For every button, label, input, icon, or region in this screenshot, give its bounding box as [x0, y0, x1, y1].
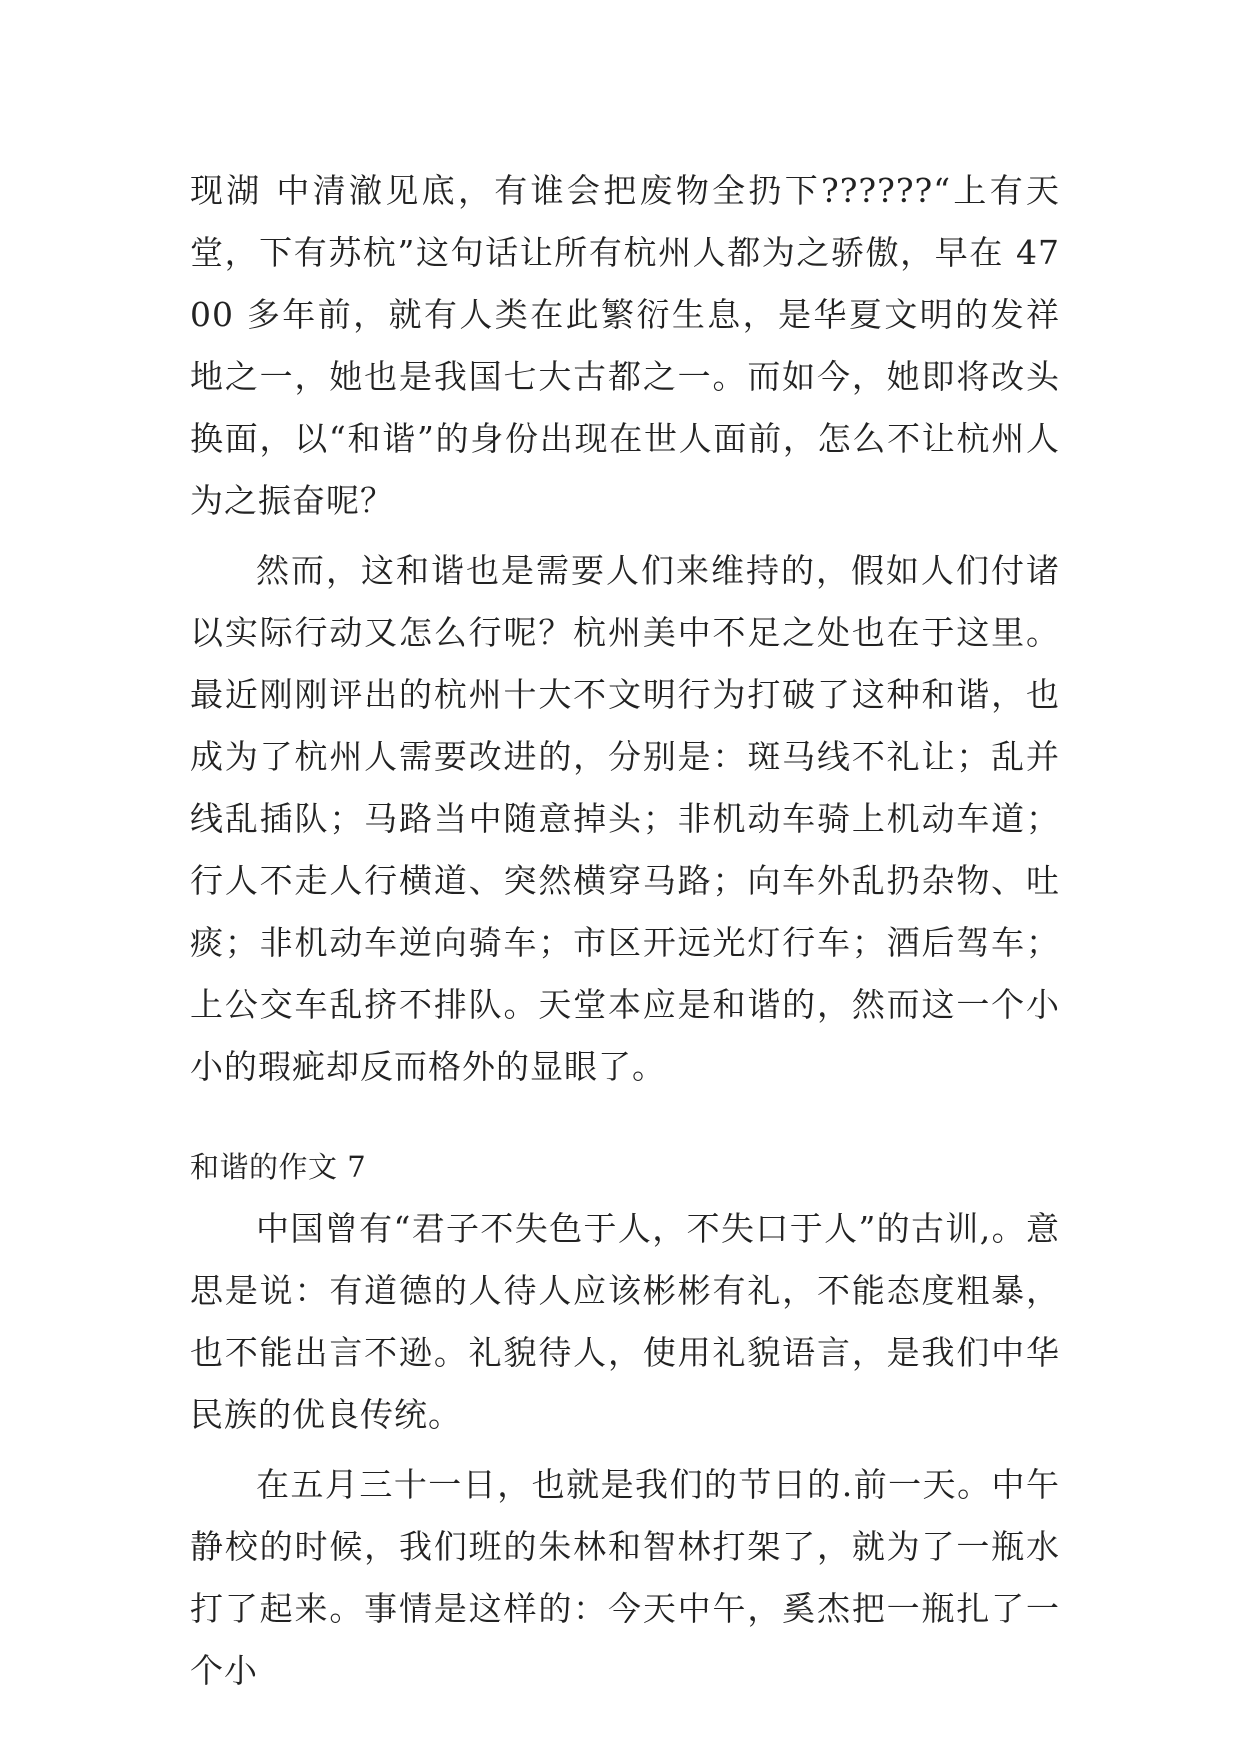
- paragraph-story: 在五月三十一日，也就是我们的节日的.前一天。中午静校的时候，我们班的朱林和智林打架了，就为了一瓶水打了起来。事情是这样的：今天中午，奚杰把一瓶扎了一个小: [190, 1465, 1060, 1690]
- paragraph-courtesy: 中国曾有“君子不失色于人，不失口于人”的古训,。意思是说：有道德的人待人应该彬彬有礼，不能态度粗暴，也不能出言不逊。礼貌待人，使用礼貌语言，是我们中华民族的优良传统。: [190, 1209, 1060, 1434]
- paragraph-uncivilized-behaviors: 然而，这和谐也是需要人们来维持的，假如人们付诸以实际行动又怎么行呢？杭州美中不足之处也在于这里。最近刚刚评出的杭州十大不文明行为打破了这种和谐，也成为了杭州人需要改进的，分别是：斑马线不礼让；乱并线乱插队；马路当中随意掉头；非机动车骑上机动车道；行人不走人行横道、突然横穿马路；向车外乱扔杂物、吐痰；非机动车逆向骑车；市区开远光灯行车；酒后驾车；上公交车乱挤不排队。天堂本应是和谐的，然而这一个小小的瑕疵却反而格外的显眼了。: [190, 551, 1060, 1086]
- paragraph-hangzhou-heaven: 现湖 中清澈见底，有谁会把废物全扔下??????“上有天堂，下有苏杭”这句话让所有杭州人都为之骄傲，早在 4700 多年前，就有人类在此繁衍生息，是华夏文明的发祥地之一，她也是我国七大古都之一。而如今，她即将改头换面，以“和谐”的身份出现在世人面前，怎么不让杭州人为之振奋呢？: [190, 171, 1060, 520]
- section-title: 和谐的作文 7: [190, 1150, 367, 1184]
- document-body: [190, 160, 1060, 1702]
